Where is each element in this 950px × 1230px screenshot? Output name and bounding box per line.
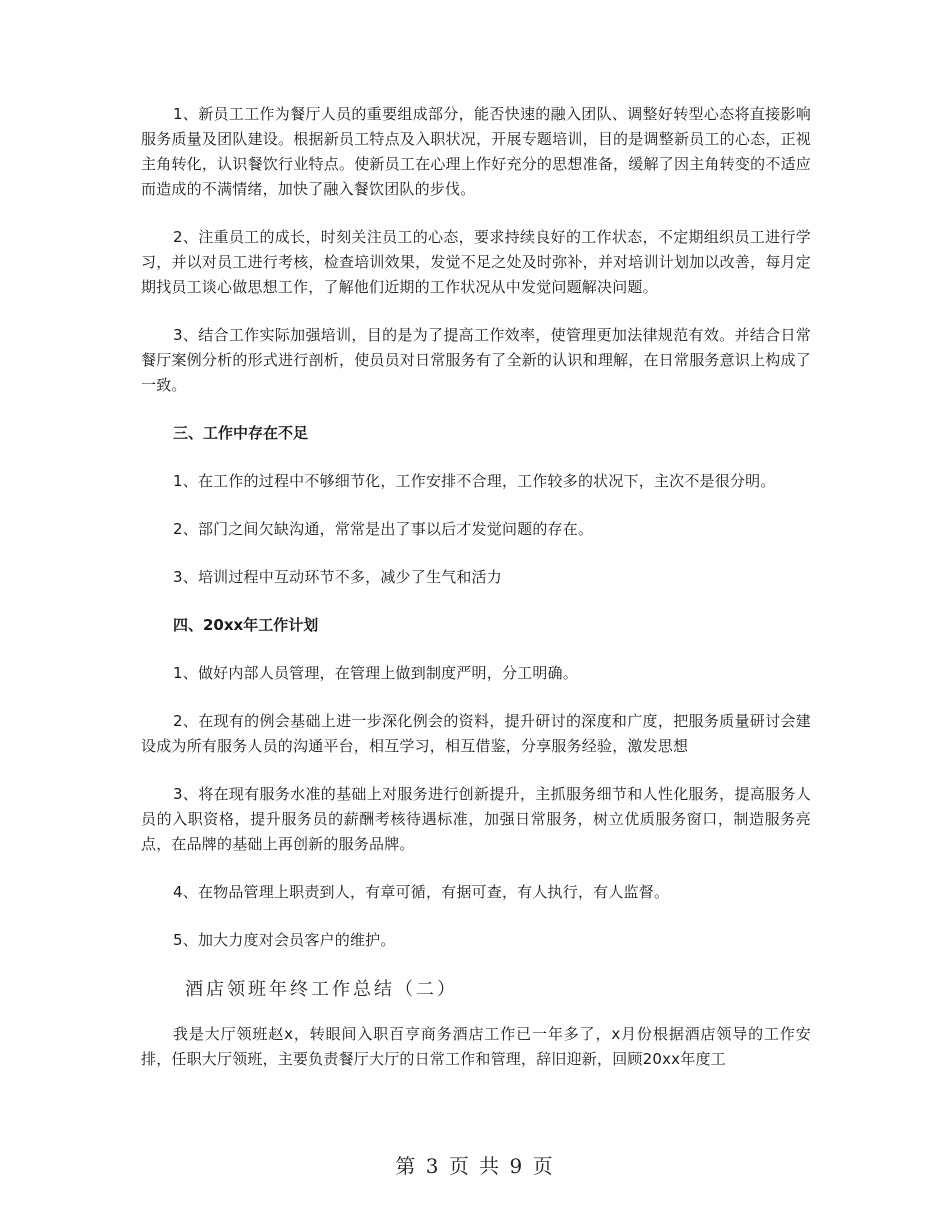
page-number-footer: 第 3 页 共 9 页 (395, 1154, 555, 1178)
paragraph-new-staff: 1、新员工工作为餐厅人员的重要组成部分，能否快速的融入团队、调整好转型心态将直接影响服务质量及团队建设。根据新员工特点及入职状况，开展专题培训，目的是调整新员工的心态，正视主角转化，认识餐饮行业特点。使新员工在心理上作好充分的思想准备，缓解了因主角转变的不适应而造成的不满情绪，加快了融入餐饮团队的步伐。 (141, 105, 811, 198)
plan-item: 2、在现有的例会基础上进一步深化例会的资料，提升研讨的深度和广度，把服务质量研讨会建设成为所有服务人员的沟通平台，相互学习，相互借鉴，分享服务经验，激发思想 (141, 712, 811, 755)
paragraph-staff-growth: 2、注重员工的成长，时刻关注员工的心态，要求持续良好的工作状态，不定期组织员工进行学习，并以对员工进行考核，检查培训效果，发觉不足之处及时弥补，并对培训计划加以改善，每月定期找员工谈心做思想工作，了解他们近期的工作状况从中发觉问题解决问题。 (141, 228, 811, 296)
plan-item: 3、将在现有服务水准的基础上对服务进行创新提升，主抓服务细节和人性化服务，提高服务人员的入职资格，提升服务员的薪酬考核待遇标准，加强日常服务，树立优质服务窗口，制造服务亮点，在品牌的基础上再创新的服务品牌。 (141, 785, 811, 853)
section-heading-shortcomings: 三、工作中存在不足 (173, 424, 309, 442)
document-subtitle: 酒店领班年终工作总结（二） (185, 979, 458, 1000)
shortcoming-item: 1、在工作的过程中不够细节化，工作安排不合理，工作较多的状况下，主次不是很分明。 (173, 472, 776, 490)
shortcoming-item: 3、培训过程中互动环节不多，减少了生气和活力 (173, 568, 502, 586)
intro-paragraph: 我是大厅领班赵x，转眼间入职百亨商务酒店工作已一年多了，x月份根据酒店领导的工作安排，任职大厅领班，主要负责餐厅大厅的日常工作和管理，辞旧迎新，回顾20xx年度工 (141, 1025, 811, 1068)
document-body (141, 102, 811, 1095)
paragraph-training: 3、结合工作实际加强培训，目的是为了提高工作效率，使管理更加法律规范有效。并结合日常餐厅案例分析的形式进行剖析，使员员对日常服务有了全新的认识和理解，在日常服务意识上构成了一致。 (141, 326, 811, 394)
plan-item: 1、做好内部人员管理，在管理上做到制度严明，分工明确。 (173, 664, 578, 682)
shortcoming-item: 2、部门之间欠缺沟通，常常是出了事以后才发觉问题的存在。 (173, 520, 594, 538)
plan-item: 4、在物品管理上职责到人，有章可循，有据可查，有人执行，有人监督。 (173, 883, 670, 901)
section-heading-plan: 四、20xx年工作计划 (173, 616, 319, 634)
plan-item: 5、加大力度对会员客户的维护。 (173, 931, 396, 949)
